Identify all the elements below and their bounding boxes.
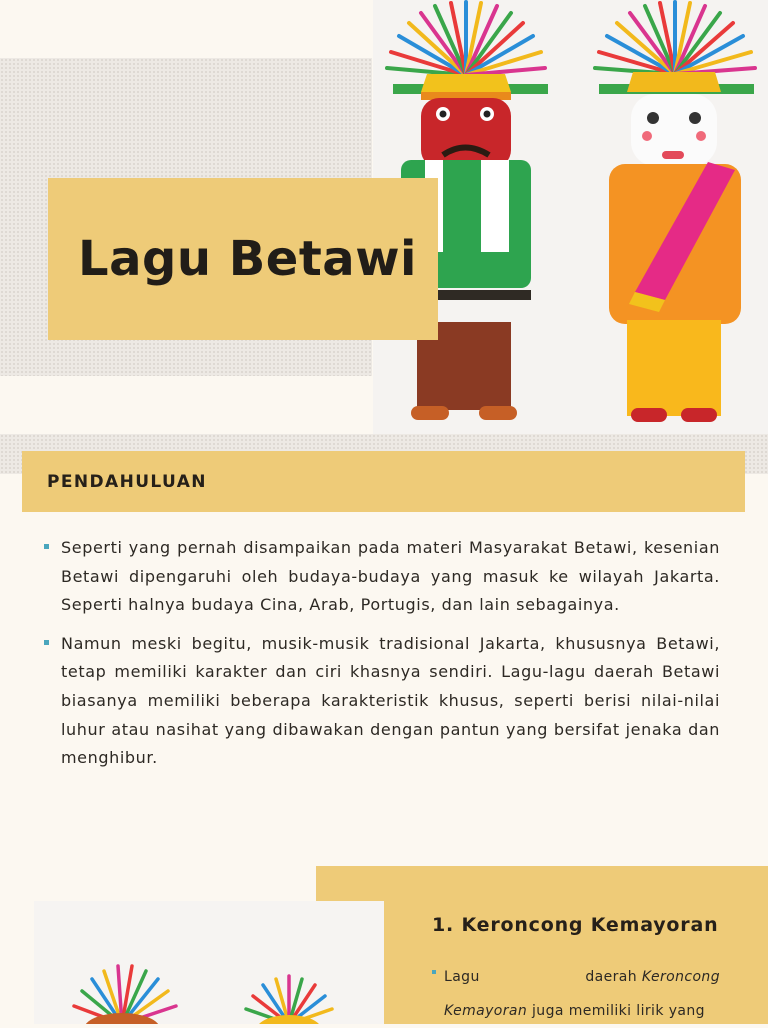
title-box: [48, 178, 438, 340]
intro-paragraph-1: Seperti yang pernah disampaikan pada materi Masyarakat Betawi, kesenian Betawi dipengaruhi oleh budaya-budaya yang masuk ke wilayah Jakarta. Seperti halnya budaya Cina, Arab, Portugis, dan lain sebagainya.: [61, 538, 720, 615]
song-line-2: [432, 994, 720, 1028]
square-bullet-icon: [44, 544, 49, 549]
intro-paragraph-2: Namun meski begitu, musik-musik tradisional Jakarta, khususnya Betawi, tetap memiliki karakter dan ciri khasnya sendiri. Lagu-lagu daerah Betawi biasanya memiliki beberapa karakteristik khusus, seperti berisi nilai-nilai luhur atau nasihat yang dibawakan dengan pantun yang bersifat jenaka dan menghibur.: [61, 633, 720, 768]
song-line-1: [432, 960, 720, 994]
song-word-lagu: Lagu: [444, 969, 480, 985]
intro-list: [44, 534, 720, 783]
song-word-daerah: daerah: [585, 969, 638, 985]
page-title: Lagu Betawi: [78, 231, 417, 287]
ondel-ondel-illustration-bottom: [34, 901, 384, 1024]
square-bullet-icon: [432, 970, 436, 974]
song-word-kemayoran: Kemayoran: [444, 1003, 528, 1019]
list-item: [44, 534, 720, 620]
song-line-2-rest: juga memiliki lirik yang: [527, 1003, 705, 1019]
song-description: [432, 960, 720, 1028]
section-heading-bar: [22, 451, 745, 512]
ondel-ondel-female-icon: [595, 2, 755, 422]
song-title: 1. Keroncong Kemayoran: [432, 914, 719, 936]
song-word-keroncong: Keroncong: [641, 969, 720, 985]
list-item: [44, 630, 720, 773]
square-bullet-icon: [44, 640, 49, 645]
song-text-daerah-keroncong: [585, 960, 720, 994]
section-heading: PENDAHULUAN: [47, 471, 207, 492]
